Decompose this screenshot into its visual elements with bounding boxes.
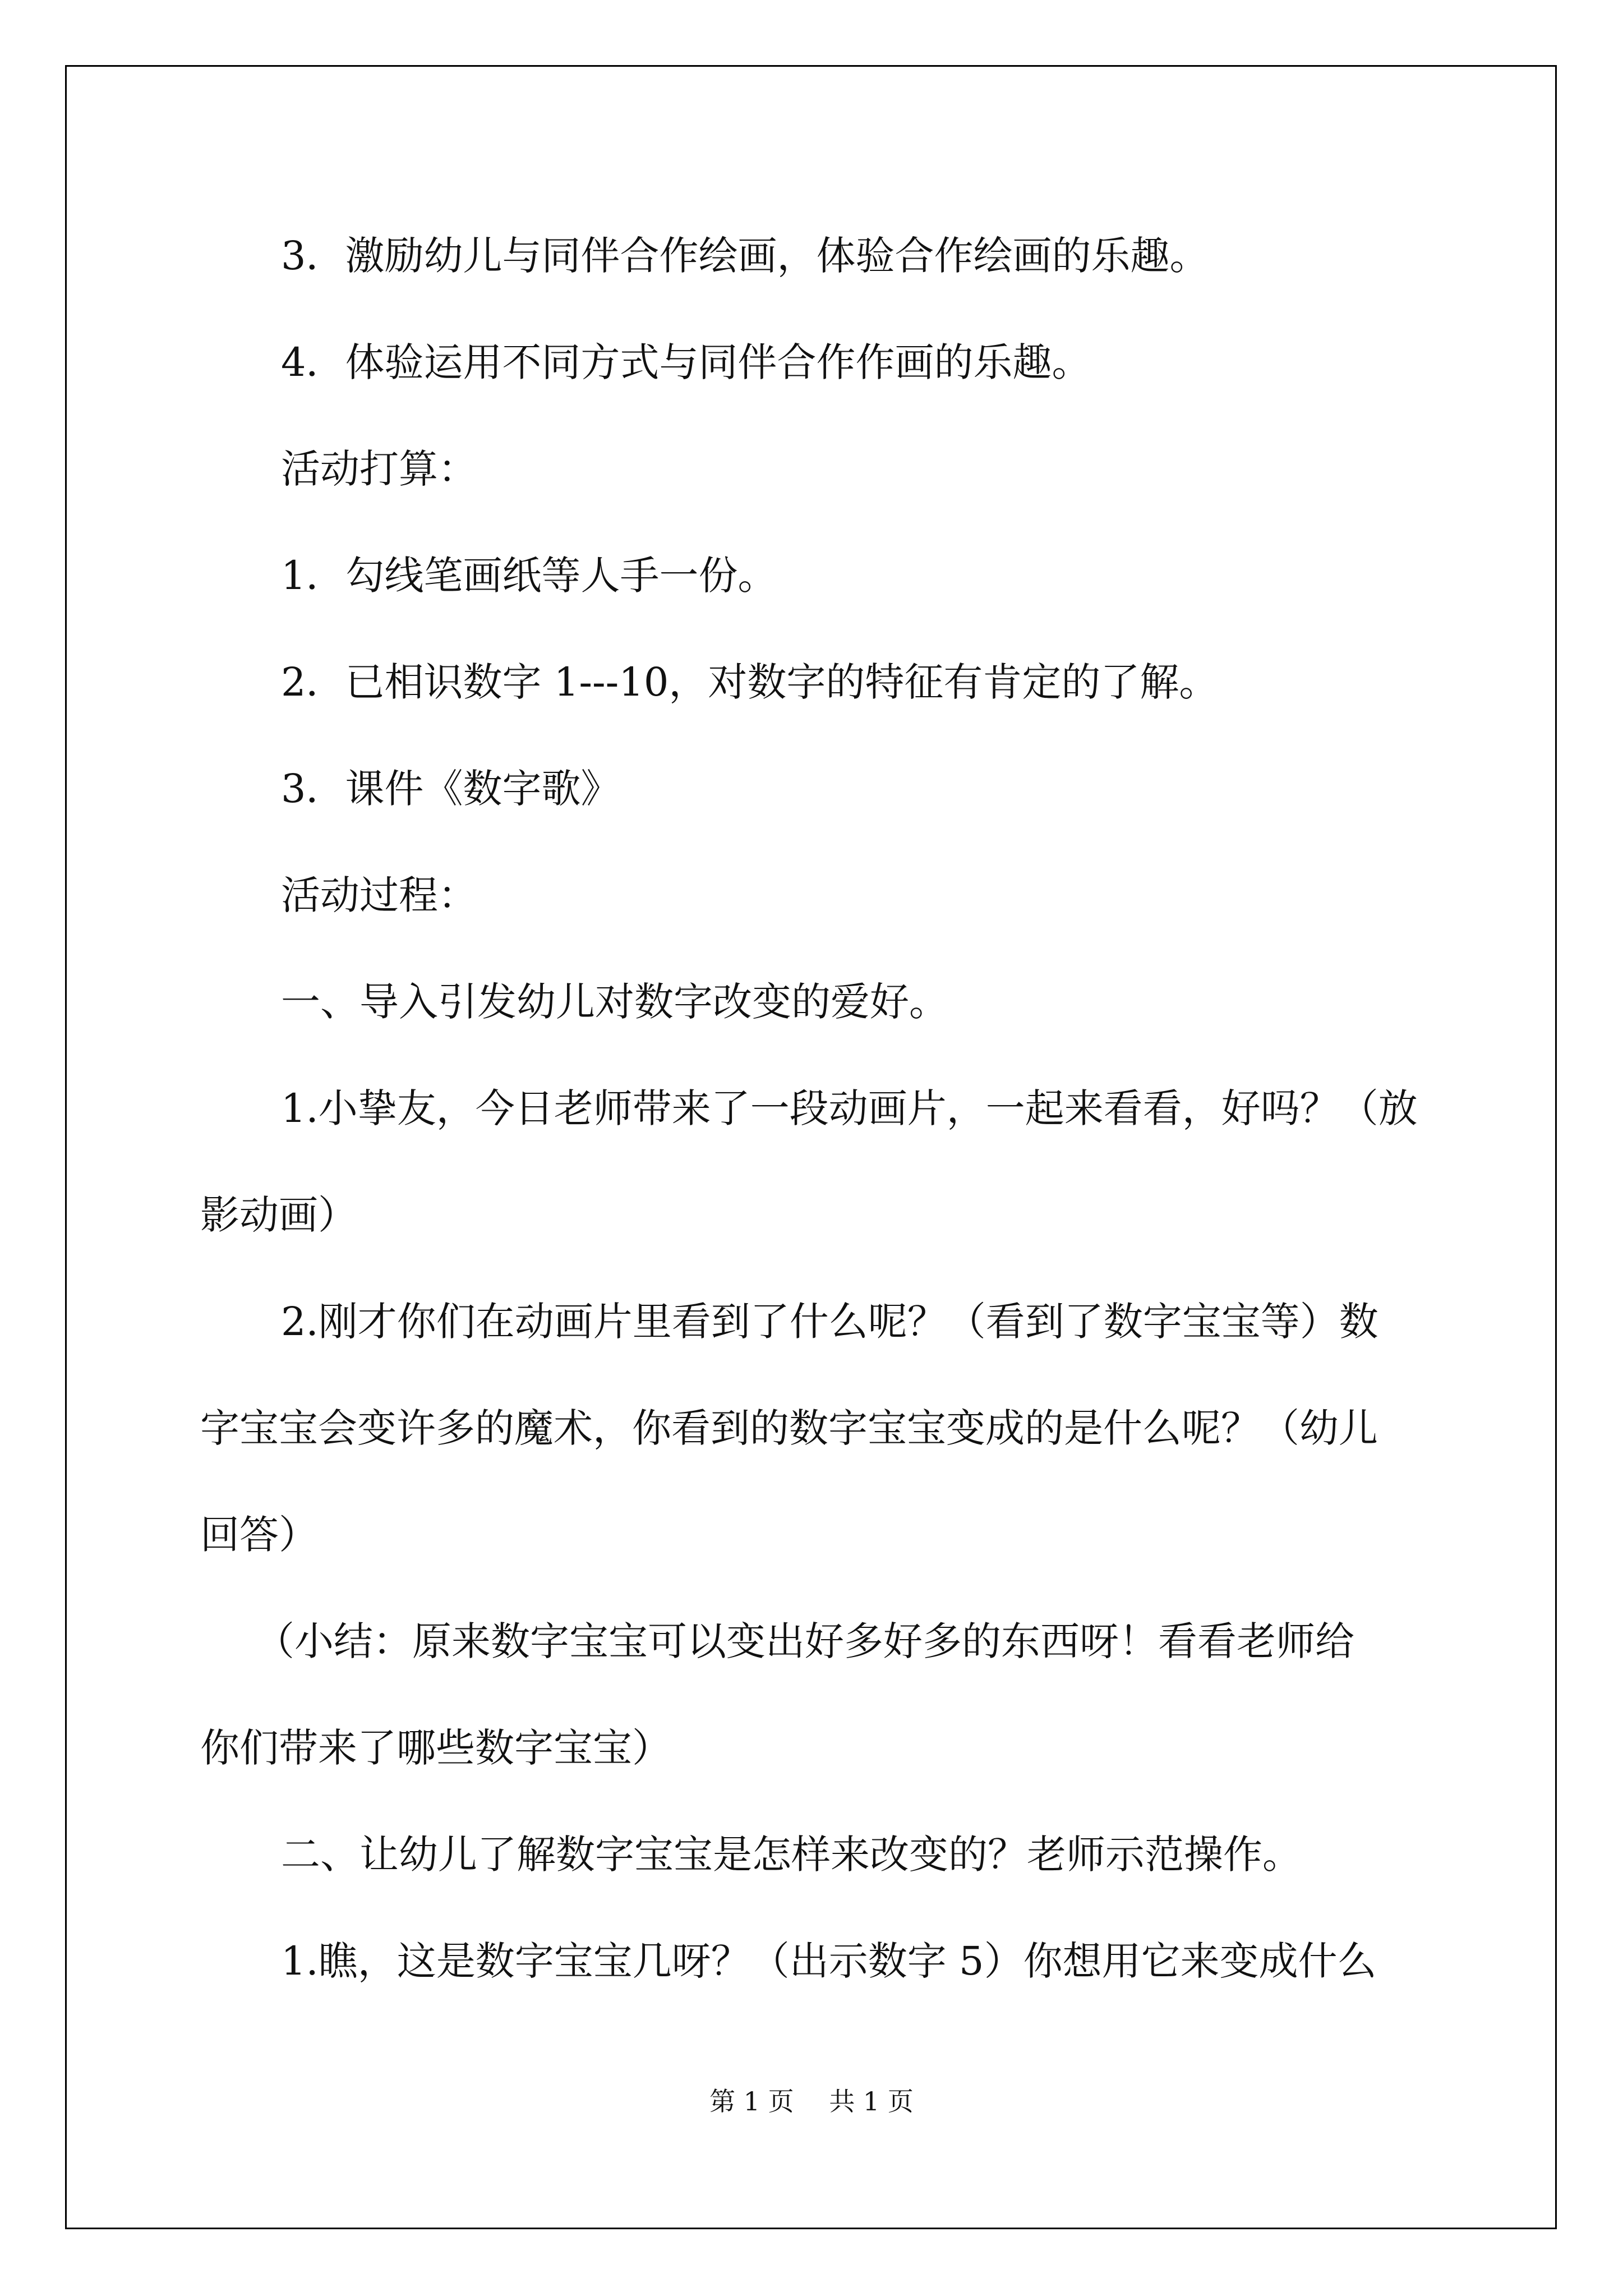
- paragraph-line: 字宝宝会变许多的魔术，你看到的数字宝宝变成的是什么呢？（幼儿: [200, 1405, 1378, 1451]
- paragraph-line: 1.小挚友，今日老师带来了一段动画片，一起来看看，好吗？（放: [281, 1085, 1418, 1131]
- paragraph-line: 3．课件《数字歌》: [281, 766, 620, 812]
- paragraph-line: 1.瞧，这是数字宝宝几呀？（出示数字 5）你想用它来变成什么: [281, 1938, 1377, 1984]
- paragraph-line: 3．激励幼儿与同伴合作绘画，体验合作绘画的乐趣。: [281, 233, 1209, 279]
- paragraph-line: 1．勾线笔画纸等人手一份。: [281, 553, 777, 599]
- paragraph-line: 二、让幼儿了解数字宝宝是怎样来改变的？老师示范操作。: [281, 1832, 1302, 1878]
- paragraph-line: 影动画）: [200, 1192, 357, 1238]
- paragraph-line: 2.刚才你们在动画片里看到了什么呢？（看到了数字宝宝等）数: [281, 1299, 1378, 1345]
- paragraph-line: （小结：原来数字宝宝可以变出好多好多的东西呀！看看老师给: [255, 1618, 1354, 1664]
- paragraph-line: 4．体验运用不同方式与同伴合作作画的乐趣。: [281, 339, 1091, 385]
- page-footer: [0, 2081, 1623, 2118]
- page-total: 共 1 页: [829, 2086, 914, 2116]
- paragraph-line: 活动过程：: [281, 872, 477, 918]
- paragraph-line: 你们带来了哪些数字宝宝）: [200, 1725, 671, 1771]
- paragraph-line: 2．已相识数字 1---10，对数字的特征有肯定的了解。: [281, 659, 1219, 705]
- page-border: [65, 65, 1557, 2229]
- paragraph-line: 回答）: [200, 1512, 318, 1558]
- page-number: 第 1 页: [709, 2086, 794, 2116]
- paragraph-line: 活动打算：: [281, 446, 477, 492]
- paragraph-line: 一、导入引发幼儿对数字改变的爱好。: [281, 979, 948, 1025]
